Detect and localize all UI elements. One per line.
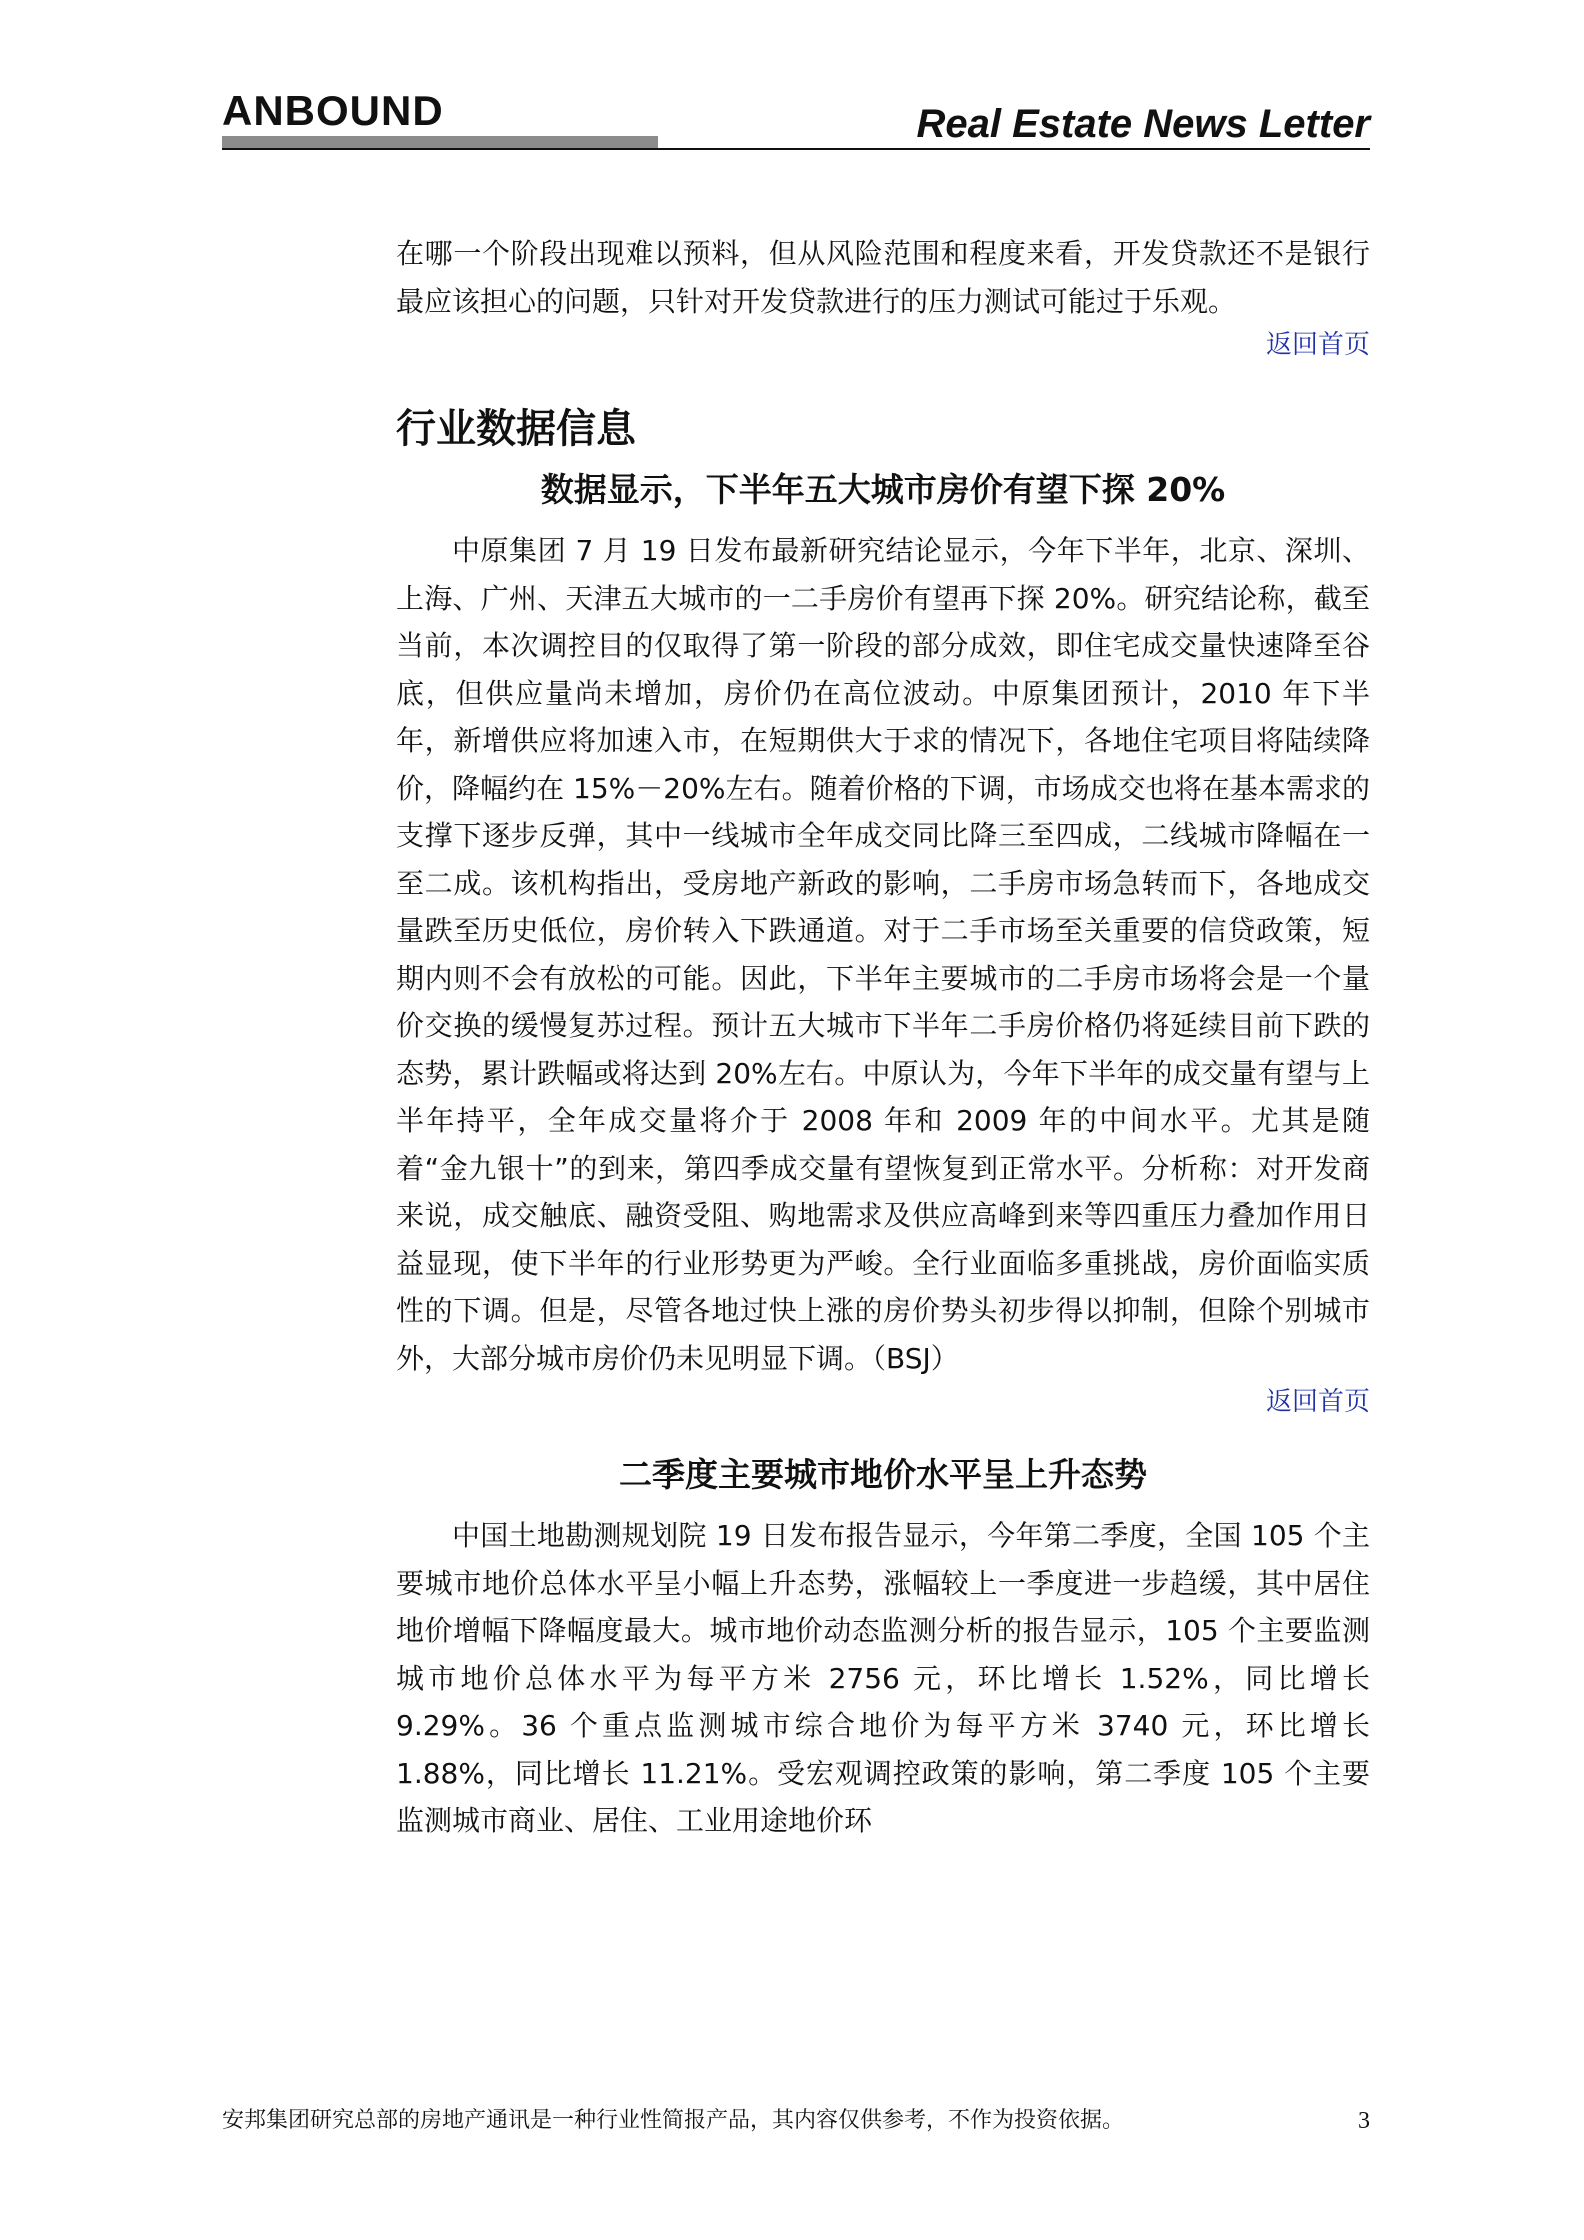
article-title: 数据显示，下半年五大城市房价有望下探 20% bbox=[540, 470, 1226, 509]
intro-paragraph: 在哪一个阶段出现难以预料，但从风险范围和程度来看，开发贷款还不是银行最应该担心的问题，只针对开发贷款进行的压力测试可能过于乐观。 bbox=[396, 237, 1370, 318]
brand-logo: ANBOUND bbox=[222, 87, 444, 134]
main-content bbox=[396, 230, 1370, 1845]
page-header bbox=[222, 88, 1370, 158]
return-home-link[interactable]: 返回首页 bbox=[1265, 1387, 1370, 1417]
page-number: 3 bbox=[1358, 2108, 1370, 2134]
article-title: 二季度主要城市地价水平呈上升态势 bbox=[619, 1455, 1147, 1494]
newsletter-title: Real Estate News Letter bbox=[916, 102, 1370, 146]
article-body: 中原集团 7 月 19 日发布最新研究结论显示，今年下半年，北京、深圳、上海、广州、天津五大城市的一二手房价有望再下探 20%。研究结论称，截至当前，本次调控目的仅取得了第一阶段的部分成效，即住宅成交量快速降至谷底，但供应量尚未增加，房价仍在高位波动。中原集团预计，2010 年下半年，新增供应将加速入市，在短期供大于求的情况下，各地住宅项目将陆续降价，降幅约在 15%－20%左右。随着价格的下调，市场成交也将在基本需求的支撑下逐步反弹，其中一线城市全年成交同比降三至四成，二线城市降幅在一至二成。该机构指出，受房地产新政的影响，二手房市场急转而下，各地成交量跌至历史低位，房价转入下跌通道。对于二手市场至关重要的信贷政策，短期内则不会有放松的可能。因此，下半年主要城市的二手房市场将会是一个量价交换的缓慢复苏过程。预计五大城市下半年二手房价格仍将延续目前下跌的态势，累计跌幅或将达到 20%左右。中原认为，今年下半年的成交量有望与上半年持平，全年成交量将介于 2008 年和 2009 年的中间水平。尤其是随着“金九银十”的到来，第四季成交量有望恢复到正常水平。分析称：对开发商来说，成交触底、融资受阻、购地需求及供应高峰到来等四重压力叠加作用日益显现，使下半年的行业形势更为严峻。全行业面临多重挑战，房价面临实质性的下调。但是，尽管各地过快上涨的房价势头初步得以抑制，但除个别城市外，大部分城市房价仍未见明显下调。（BSJ） bbox=[396, 534, 1370, 1375]
article-body: 中国土地勘测规划院 19 日发布报告显示，今年第二季度，全国 105 个主要城市地价总体水平呈小幅上升态势，涨幅较上一季度进一步趋缓，其中居住地价增幅下降幅度最大。城市地价动态监测分析的报告显示，105 个主要监测城市地价总体水平为每平方米 2756 元，环比增长 1.52%，同比增长 9.29%。36 个重点监测城市综合地价为每平方米 3740 元，环比增长 1.88%，同比增长 11.21%。受宏观调控政策的影响，第二季度 105 个主要监测城市商业、居住、工业用途地价环 bbox=[396, 1519, 1370, 1837]
disclaimer-text: 安邦集团研究总部的房地产通讯是一种行业性简报产品，其内容仅供参考，不作为投资依据。 bbox=[222, 2108, 1125, 2133]
return-home-link[interactable]: 返回首页 bbox=[1265, 330, 1370, 360]
header-divider bbox=[222, 148, 1370, 150]
section-title: 行业数据信息 bbox=[396, 406, 636, 452]
